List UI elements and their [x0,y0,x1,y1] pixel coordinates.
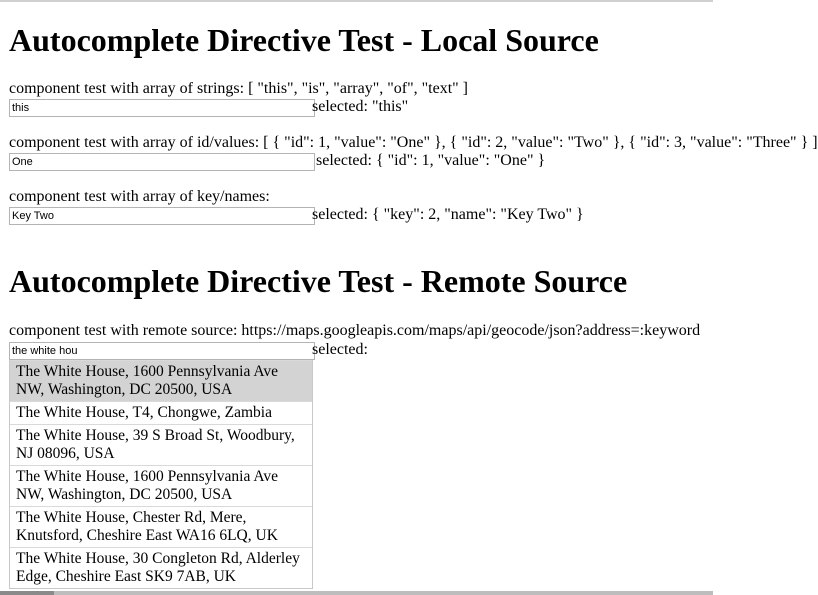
strings-autocomplete-input[interactable] [9,99,315,117]
remote-source-heading: Autocomplete Directive Test - Remote Source [9,263,628,299]
strings-test-label: component test with array of strings: [ "this", "is", "array", "of", "text" ] [9,80,468,97]
autocomplete-dropdown [9,360,313,589]
keynames-selected-value: selected: { "key": 2, "name": "Key Two" } [312,206,584,223]
keynames-autocomplete-input[interactable] [9,207,315,225]
keynames-test-label: component test with array of key/names: [9,188,270,205]
top-border [0,0,713,2]
suggestion-item[interactable]: The White House, 39 S Broad St, Woodbury, NJ 08096, USA [10,424,312,465]
suggestion-item[interactable]: The White House, 1600 Pennsylvania Ave NW, Washington, DC 20500, USA [10,360,312,401]
remote-autocomplete-input[interactable] [9,342,315,360]
suggestion-item[interactable]: The White House, Chester Rd, Mere, Knutsford, Cheshire East WA16 6LQ, UK [10,506,312,547]
suggestion-item[interactable]: The White House, T4, Chongwe, Zambia [10,401,312,424]
remote-selected-value: selected: [312,341,368,358]
idvalues-selected-value: selected: { "id": 1, "value": "One" } [316,152,546,169]
strings-selected-value: selected: "this" [312,98,409,115]
suggestion-item[interactable]: The White House, 30 Congleton Rd, Alderley Edge, Cheshire East SK9 7AB, UK [10,547,312,588]
suggestion-item[interactable]: The White House, 1600 Pennsylvania Ave NW, Washington, DC 20500, USA [10,465,312,506]
local-source-heading: Autocomplete Directive Test - Local Source [9,22,599,58]
remote-test-label: component test with remote source: https://maps.googleapis.com/maps/api/geocode/json?address=:keyword [9,322,701,339]
idvalues-autocomplete-input[interactable] [9,153,315,171]
horizontal-scrollbar[interactable] [0,591,713,595]
idvalues-test-label: component test with array of id/values: [ { "id": 1, "value": "One" }, { "id": 2, "value": "Two" }, { "id": 3, "value": "Three" } ] [9,134,818,151]
scrollbar-thumb[interactable] [0,591,54,595]
